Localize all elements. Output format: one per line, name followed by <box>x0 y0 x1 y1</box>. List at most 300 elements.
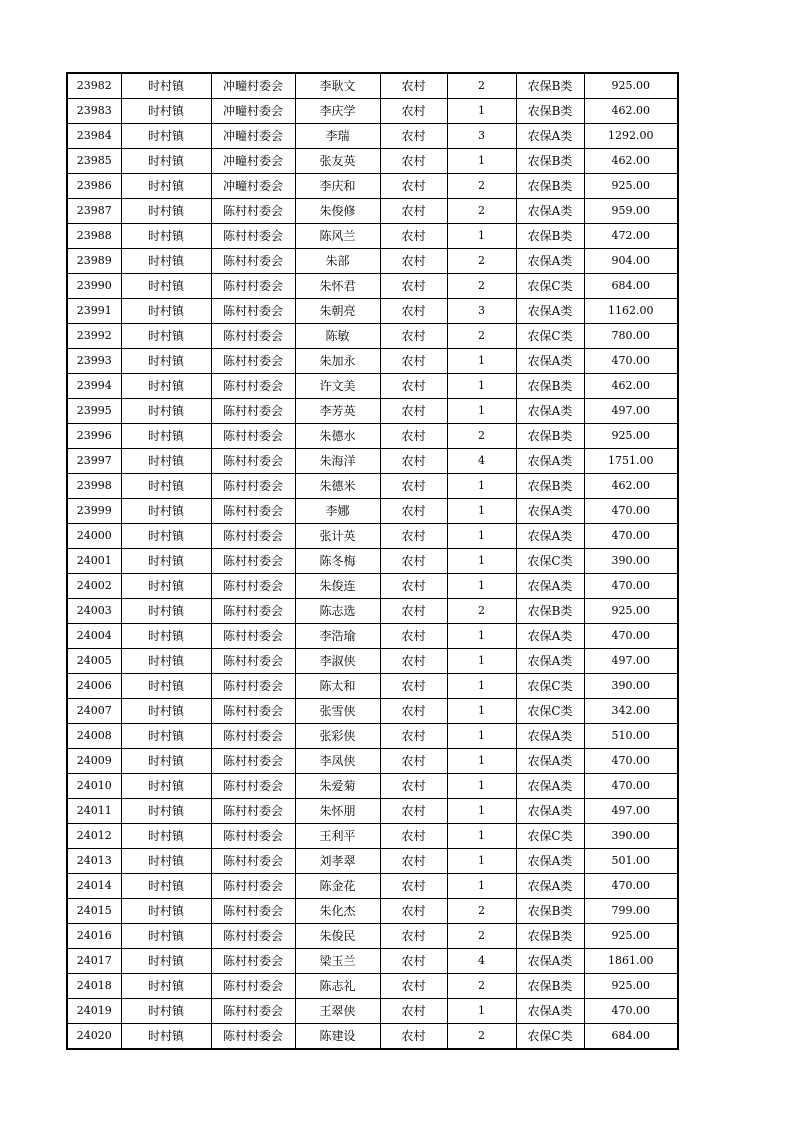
village-committee-cell: 陈村村委会 <box>211 749 295 774</box>
insurance-category-cell: 农保A类 <box>516 624 584 649</box>
village-committee-cell: 冲疃村委会 <box>211 73 295 99</box>
town-cell: 时村镇 <box>121 649 211 674</box>
table-row <box>67 249 678 274</box>
village-committee-cell: 陈村村委会 <box>211 924 295 949</box>
household-type-cell: 农村 <box>380 849 447 874</box>
insurance-category-cell: 农保A类 <box>516 774 584 799</box>
record-id-cell: 24012 <box>67 824 121 849</box>
person-name-cell: 朱加永 <box>295 349 380 374</box>
village-committee-cell: 陈村村委会 <box>211 849 295 874</box>
member-count-cell: 1 <box>447 474 516 499</box>
table-row <box>67 549 678 574</box>
town-cell: 时村镇 <box>121 999 211 1024</box>
amount-cell: 470.00 <box>584 624 678 649</box>
household-type-cell: 农村 <box>380 874 447 899</box>
person-name-cell: 陈太和 <box>295 674 380 699</box>
record-id-cell: 23988 <box>67 224 121 249</box>
person-name-cell: 朱朝亮 <box>295 299 380 324</box>
amount-cell: 925.00 <box>584 924 678 949</box>
village-committee-cell: 陈村村委会 <box>211 549 295 574</box>
person-name-cell: 陈志礼 <box>295 974 380 999</box>
village-committee-cell: 陈村村委会 <box>211 574 295 599</box>
household-type-cell: 农村 <box>380 749 447 774</box>
insurance-category-cell: 农保A类 <box>516 649 584 674</box>
town-cell: 时村镇 <box>121 799 211 824</box>
household-type-cell: 农村 <box>380 649 447 674</box>
insurance-category-cell: 农保A类 <box>516 399 584 424</box>
member-count-cell: 1 <box>447 999 516 1024</box>
household-type-cell: 农村 <box>380 499 447 524</box>
member-count-cell: 2 <box>447 73 516 99</box>
member-count-cell: 1 <box>447 99 516 124</box>
person-name-cell: 张友英 <box>295 149 380 174</box>
village-committee-cell: 陈村村委会 <box>211 199 295 224</box>
table-row <box>67 399 678 424</box>
town-cell: 时村镇 <box>121 749 211 774</box>
table-row <box>67 424 678 449</box>
insurance-category-cell: 农保B类 <box>516 924 584 949</box>
insurance-category-cell: 农保C类 <box>516 324 584 349</box>
person-name-cell: 王翠侠 <box>295 999 380 1024</box>
record-id-cell: 23998 <box>67 474 121 499</box>
amount-cell: 1162.00 <box>584 299 678 324</box>
member-count-cell: 1 <box>447 399 516 424</box>
insurance-category-cell: 农保B类 <box>516 474 584 499</box>
town-cell: 时村镇 <box>121 249 211 274</box>
record-id-cell: 24015 <box>67 899 121 924</box>
village-committee-cell: 陈村村委会 <box>211 949 295 974</box>
person-name-cell: 陈风兰 <box>295 224 380 249</box>
town-cell: 时村镇 <box>121 199 211 224</box>
household-type-cell: 农村 <box>380 224 447 249</box>
record-id-cell: 24002 <box>67 574 121 599</box>
insurance-category-cell: 农保B类 <box>516 899 584 924</box>
village-committee-cell: 陈村村委会 <box>211 249 295 274</box>
member-count-cell: 1 <box>447 349 516 374</box>
amount-cell: 470.00 <box>584 574 678 599</box>
member-count-cell: 2 <box>447 599 516 624</box>
member-count-cell: 2 <box>447 324 516 349</box>
table-row <box>67 824 678 849</box>
town-cell: 时村镇 <box>121 474 211 499</box>
table-row <box>67 124 678 149</box>
table-row <box>67 849 678 874</box>
town-cell: 时村镇 <box>121 624 211 649</box>
member-count-cell: 3 <box>447 299 516 324</box>
record-id-cell: 23997 <box>67 449 121 474</box>
village-committee-cell: 陈村村委会 <box>211 799 295 824</box>
record-id-cell: 24007 <box>67 699 121 724</box>
amount-cell: 925.00 <box>584 174 678 199</box>
insurance-category-cell: 农保C类 <box>516 1024 584 1050</box>
person-name-cell: 朱爱菊 <box>295 774 380 799</box>
person-name-cell: 朱化杰 <box>295 899 380 924</box>
person-name-cell: 陈冬梅 <box>295 549 380 574</box>
member-count-cell: 1 <box>447 624 516 649</box>
insurance-category-cell: 农保A类 <box>516 949 584 974</box>
document-page <box>66 72 679 1050</box>
household-type-cell: 农村 <box>380 799 447 824</box>
household-type-cell: 农村 <box>380 399 447 424</box>
amount-cell: 470.00 <box>584 499 678 524</box>
town-cell: 时村镇 <box>121 574 211 599</box>
record-id-cell: 24013 <box>67 849 121 874</box>
member-count-cell: 1 <box>447 799 516 824</box>
amount-cell: 472.00 <box>584 224 678 249</box>
amount-cell: 1861.00 <box>584 949 678 974</box>
table-row <box>67 899 678 924</box>
record-id-cell: 24020 <box>67 1024 121 1050</box>
person-name-cell: 朱怀君 <box>295 274 380 299</box>
town-cell: 时村镇 <box>121 549 211 574</box>
household-type-cell: 农村 <box>380 624 447 649</box>
amount-cell: 959.00 <box>584 199 678 224</box>
member-count-cell: 2 <box>447 1024 516 1050</box>
town-cell: 时村镇 <box>121 174 211 199</box>
village-committee-cell: 陈村村委会 <box>211 774 295 799</box>
village-committee-cell: 陈村村委会 <box>211 274 295 299</box>
person-name-cell: 李瑞 <box>295 124 380 149</box>
amount-cell: 1751.00 <box>584 449 678 474</box>
village-committee-cell: 陈村村委会 <box>211 899 295 924</box>
household-type-cell: 农村 <box>380 73 447 99</box>
insurance-category-cell: 农保A类 <box>516 299 584 324</box>
person-name-cell: 王利平 <box>295 824 380 849</box>
town-cell: 时村镇 <box>121 599 211 624</box>
person-name-cell: 朱海洋 <box>295 449 380 474</box>
person-name-cell: 李庆学 <box>295 99 380 124</box>
member-count-cell: 2 <box>447 249 516 274</box>
insurance-category-cell: 农保A类 <box>516 849 584 874</box>
amount-cell: 925.00 <box>584 599 678 624</box>
town-cell: 时村镇 <box>121 299 211 324</box>
member-count-cell: 2 <box>447 274 516 299</box>
person-name-cell: 陈金花 <box>295 874 380 899</box>
record-id-cell: 23993 <box>67 349 121 374</box>
record-id-cell: 23987 <box>67 199 121 224</box>
record-id-cell: 24003 <box>67 599 121 624</box>
town-cell: 时村镇 <box>121 874 211 899</box>
household-type-cell: 农村 <box>380 324 447 349</box>
household-type-cell: 农村 <box>380 349 447 374</box>
member-count-cell: 1 <box>447 849 516 874</box>
household-type-cell: 农村 <box>380 124 447 149</box>
amount-cell: 925.00 <box>584 974 678 999</box>
insurance-category-cell: 农保A类 <box>516 249 584 274</box>
record-id-cell: 24010 <box>67 774 121 799</box>
village-committee-cell: 陈村村委会 <box>211 874 295 899</box>
amount-cell: 780.00 <box>584 324 678 349</box>
table-row <box>67 474 678 499</box>
village-committee-cell: 陈村村委会 <box>211 399 295 424</box>
town-cell: 时村镇 <box>121 149 211 174</box>
person-name-cell: 李淑侠 <box>295 649 380 674</box>
amount-cell: 462.00 <box>584 99 678 124</box>
table-row <box>67 324 678 349</box>
insurance-category-cell: 农保C类 <box>516 699 584 724</box>
table-row <box>67 649 678 674</box>
table-row <box>67 924 678 949</box>
person-name-cell: 梁玉兰 <box>295 949 380 974</box>
amount-cell: 497.00 <box>584 399 678 424</box>
insurance-category-cell: 农保C类 <box>516 824 584 849</box>
village-committee-cell: 冲疃村委会 <box>211 149 295 174</box>
record-id-cell: 23991 <box>67 299 121 324</box>
record-id-cell: 24008 <box>67 724 121 749</box>
household-type-cell: 农村 <box>380 724 447 749</box>
table-row <box>67 174 678 199</box>
amount-cell: 501.00 <box>584 849 678 874</box>
village-committee-cell: 陈村村委会 <box>211 499 295 524</box>
town-cell: 时村镇 <box>121 399 211 424</box>
household-type-cell: 农村 <box>380 949 447 974</box>
household-type-cell: 农村 <box>380 824 447 849</box>
village-committee-cell: 陈村村委会 <box>211 724 295 749</box>
town-cell: 时村镇 <box>121 124 211 149</box>
table-row <box>67 1024 678 1050</box>
record-id-cell: 24011 <box>67 799 121 824</box>
table-row <box>67 299 678 324</box>
member-count-cell: 2 <box>447 974 516 999</box>
town-cell: 时村镇 <box>121 324 211 349</box>
member-count-cell: 2 <box>447 424 516 449</box>
insurance-category-cell: 农保B类 <box>516 149 584 174</box>
insurance-category-cell: 农保A类 <box>516 749 584 774</box>
person-name-cell: 李娜 <box>295 499 380 524</box>
village-committee-cell: 陈村村委会 <box>211 824 295 849</box>
village-committee-cell: 陈村村委会 <box>211 424 295 449</box>
village-committee-cell: 陈村村委会 <box>211 299 295 324</box>
amount-cell: 684.00 <box>584 1024 678 1050</box>
member-count-cell: 1 <box>447 374 516 399</box>
town-cell: 时村镇 <box>121 224 211 249</box>
household-type-cell: 农村 <box>380 149 447 174</box>
household-type-cell: 农村 <box>380 924 447 949</box>
town-cell: 时村镇 <box>121 499 211 524</box>
insurance-category-cell: 农保C类 <box>516 549 584 574</box>
member-count-cell: 1 <box>447 549 516 574</box>
person-name-cell: 张雪侠 <box>295 699 380 724</box>
table-row <box>67 574 678 599</box>
record-id-cell: 23985 <box>67 149 121 174</box>
record-id-cell: 23999 <box>67 499 121 524</box>
record-id-cell: 23983 <box>67 99 121 124</box>
member-count-cell: 1 <box>447 649 516 674</box>
record-id-cell: 23984 <box>67 124 121 149</box>
household-type-cell: 农村 <box>380 674 447 699</box>
table-row <box>67 674 678 699</box>
record-id-cell: 24004 <box>67 624 121 649</box>
table-row <box>67 999 678 1024</box>
record-id-cell: 24005 <box>67 649 121 674</box>
table-row <box>67 374 678 399</box>
town-cell: 时村镇 <box>121 524 211 549</box>
household-type-cell: 农村 <box>380 574 447 599</box>
village-committee-cell: 陈村村委会 <box>211 374 295 399</box>
insurance-category-cell: 农保C类 <box>516 274 584 299</box>
member-count-cell: 1 <box>447 724 516 749</box>
village-committee-cell: 陈村村委会 <box>211 224 295 249</box>
town-cell: 时村镇 <box>121 699 211 724</box>
amount-cell: 390.00 <box>584 824 678 849</box>
table-row <box>67 624 678 649</box>
member-count-cell: 4 <box>447 449 516 474</box>
member-count-cell: 1 <box>447 674 516 699</box>
insurance-category-cell: 农保B类 <box>516 99 584 124</box>
insurance-category-cell: 农保A类 <box>516 349 584 374</box>
person-name-cell: 朱部 <box>295 249 380 274</box>
amount-cell: 497.00 <box>584 649 678 674</box>
amount-cell: 684.00 <box>584 274 678 299</box>
table-row <box>67 774 678 799</box>
table-body <box>67 73 678 1049</box>
household-type-cell: 农村 <box>380 474 447 499</box>
village-committee-cell: 陈村村委会 <box>211 1024 295 1050</box>
person-name-cell: 朱俊民 <box>295 924 380 949</box>
village-committee-cell: 陈村村委会 <box>211 324 295 349</box>
insurance-category-cell: 农保A类 <box>516 499 584 524</box>
table-row <box>67 799 678 824</box>
household-type-cell: 农村 <box>380 974 447 999</box>
insurance-category-cell: 农保A类 <box>516 999 584 1024</box>
amount-cell: 462.00 <box>584 149 678 174</box>
table-row <box>67 274 678 299</box>
household-type-cell: 农村 <box>380 449 447 474</box>
village-committee-cell: 陈村村委会 <box>211 449 295 474</box>
person-name-cell: 李芳英 <box>295 399 380 424</box>
table-row <box>67 449 678 474</box>
insurance-category-cell: 农保A类 <box>516 724 584 749</box>
insurance-category-cell: 农保B类 <box>516 424 584 449</box>
town-cell: 时村镇 <box>121 824 211 849</box>
record-id-cell: 23990 <box>67 274 121 299</box>
village-committee-cell: 冲疃村委会 <box>211 124 295 149</box>
amount-cell: 470.00 <box>584 774 678 799</box>
record-id-cell: 24000 <box>67 524 121 549</box>
household-type-cell: 农村 <box>380 549 447 574</box>
member-count-cell: 1 <box>447 149 516 174</box>
member-count-cell: 1 <box>447 824 516 849</box>
table-row <box>67 974 678 999</box>
household-type-cell: 农村 <box>380 374 447 399</box>
village-committee-cell: 陈村村委会 <box>211 599 295 624</box>
person-name-cell: 陈敏 <box>295 324 380 349</box>
insurance-category-cell: 农保A类 <box>516 449 584 474</box>
insurance-category-cell: 农保B类 <box>516 374 584 399</box>
person-name-cell: 许文美 <box>295 374 380 399</box>
record-id-cell: 24014 <box>67 874 121 899</box>
amount-cell: 925.00 <box>584 73 678 99</box>
amount-cell: 390.00 <box>584 549 678 574</box>
member-count-cell: 1 <box>447 499 516 524</box>
record-id-cell: 23996 <box>67 424 121 449</box>
table-row <box>67 524 678 549</box>
person-name-cell: 陈建设 <box>295 1024 380 1050</box>
table-row <box>67 724 678 749</box>
village-committee-cell: 冲疃村委会 <box>211 174 295 199</box>
table-row <box>67 749 678 774</box>
insurance-category-cell: 农保A类 <box>516 874 584 899</box>
town-cell: 时村镇 <box>121 949 211 974</box>
table-row <box>67 224 678 249</box>
amount-cell: 904.00 <box>584 249 678 274</box>
member-count-cell: 1 <box>447 524 516 549</box>
insurance-category-cell: 农保B类 <box>516 73 584 99</box>
person-name-cell: 朱德米 <box>295 474 380 499</box>
amount-cell: 470.00 <box>584 874 678 899</box>
town-cell: 时村镇 <box>121 974 211 999</box>
household-type-cell: 农村 <box>380 249 447 274</box>
town-cell: 时村镇 <box>121 73 211 99</box>
member-count-cell: 1 <box>447 874 516 899</box>
town-cell: 时村镇 <box>121 449 211 474</box>
amount-cell: 925.00 <box>584 424 678 449</box>
household-type-cell: 农村 <box>380 524 447 549</box>
household-type-cell: 农村 <box>380 599 447 624</box>
town-cell: 时村镇 <box>121 674 211 699</box>
record-id-cell: 23995 <box>67 399 121 424</box>
member-count-cell: 1 <box>447 574 516 599</box>
town-cell: 时村镇 <box>121 724 211 749</box>
town-cell: 时村镇 <box>121 99 211 124</box>
household-type-cell: 农村 <box>380 174 447 199</box>
person-name-cell: 朱怀朋 <box>295 799 380 824</box>
household-type-cell: 农村 <box>380 274 447 299</box>
record-id-cell: 23989 <box>67 249 121 274</box>
town-cell: 时村镇 <box>121 1024 211 1050</box>
table-row <box>67 874 678 899</box>
member-count-cell: 4 <box>447 949 516 974</box>
benefit-table <box>66 72 679 1050</box>
insurance-category-cell: 农保A类 <box>516 524 584 549</box>
person-name-cell: 李凤侠 <box>295 749 380 774</box>
town-cell: 时村镇 <box>121 424 211 449</box>
person-name-cell: 李耿文 <box>295 73 380 99</box>
member-count-cell: 2 <box>447 899 516 924</box>
record-id-cell: 23992 <box>67 324 121 349</box>
table-row <box>67 73 678 99</box>
person-name-cell: 朱德水 <box>295 424 380 449</box>
insurance-category-cell: 农保B类 <box>516 174 584 199</box>
record-id-cell: 23986 <box>67 174 121 199</box>
amount-cell: 462.00 <box>584 474 678 499</box>
record-id-cell: 24016 <box>67 924 121 949</box>
town-cell: 时村镇 <box>121 774 211 799</box>
person-name-cell: 陈志选 <box>295 599 380 624</box>
insurance-category-cell: 农保A类 <box>516 574 584 599</box>
table-row <box>67 99 678 124</box>
insurance-category-cell: 农保A类 <box>516 199 584 224</box>
person-name-cell: 李庆和 <box>295 174 380 199</box>
village-committee-cell: 陈村村委会 <box>211 649 295 674</box>
household-type-cell: 农村 <box>380 774 447 799</box>
table-row <box>67 349 678 374</box>
household-type-cell: 农村 <box>380 424 447 449</box>
village-committee-cell: 陈村村委会 <box>211 474 295 499</box>
town-cell: 时村镇 <box>121 349 211 374</box>
member-count-cell: 1 <box>447 699 516 724</box>
member-count-cell: 2 <box>447 174 516 199</box>
amount-cell: 470.00 <box>584 749 678 774</box>
village-committee-cell: 陈村村委会 <box>211 974 295 999</box>
member-count-cell: 2 <box>447 199 516 224</box>
town-cell: 时村镇 <box>121 374 211 399</box>
village-committee-cell: 陈村村委会 <box>211 524 295 549</box>
insurance-category-cell: 农保B类 <box>516 599 584 624</box>
household-type-cell: 农村 <box>380 299 447 324</box>
insurance-category-cell: 农保B类 <box>516 224 584 249</box>
insurance-category-cell: 农保B类 <box>516 974 584 999</box>
